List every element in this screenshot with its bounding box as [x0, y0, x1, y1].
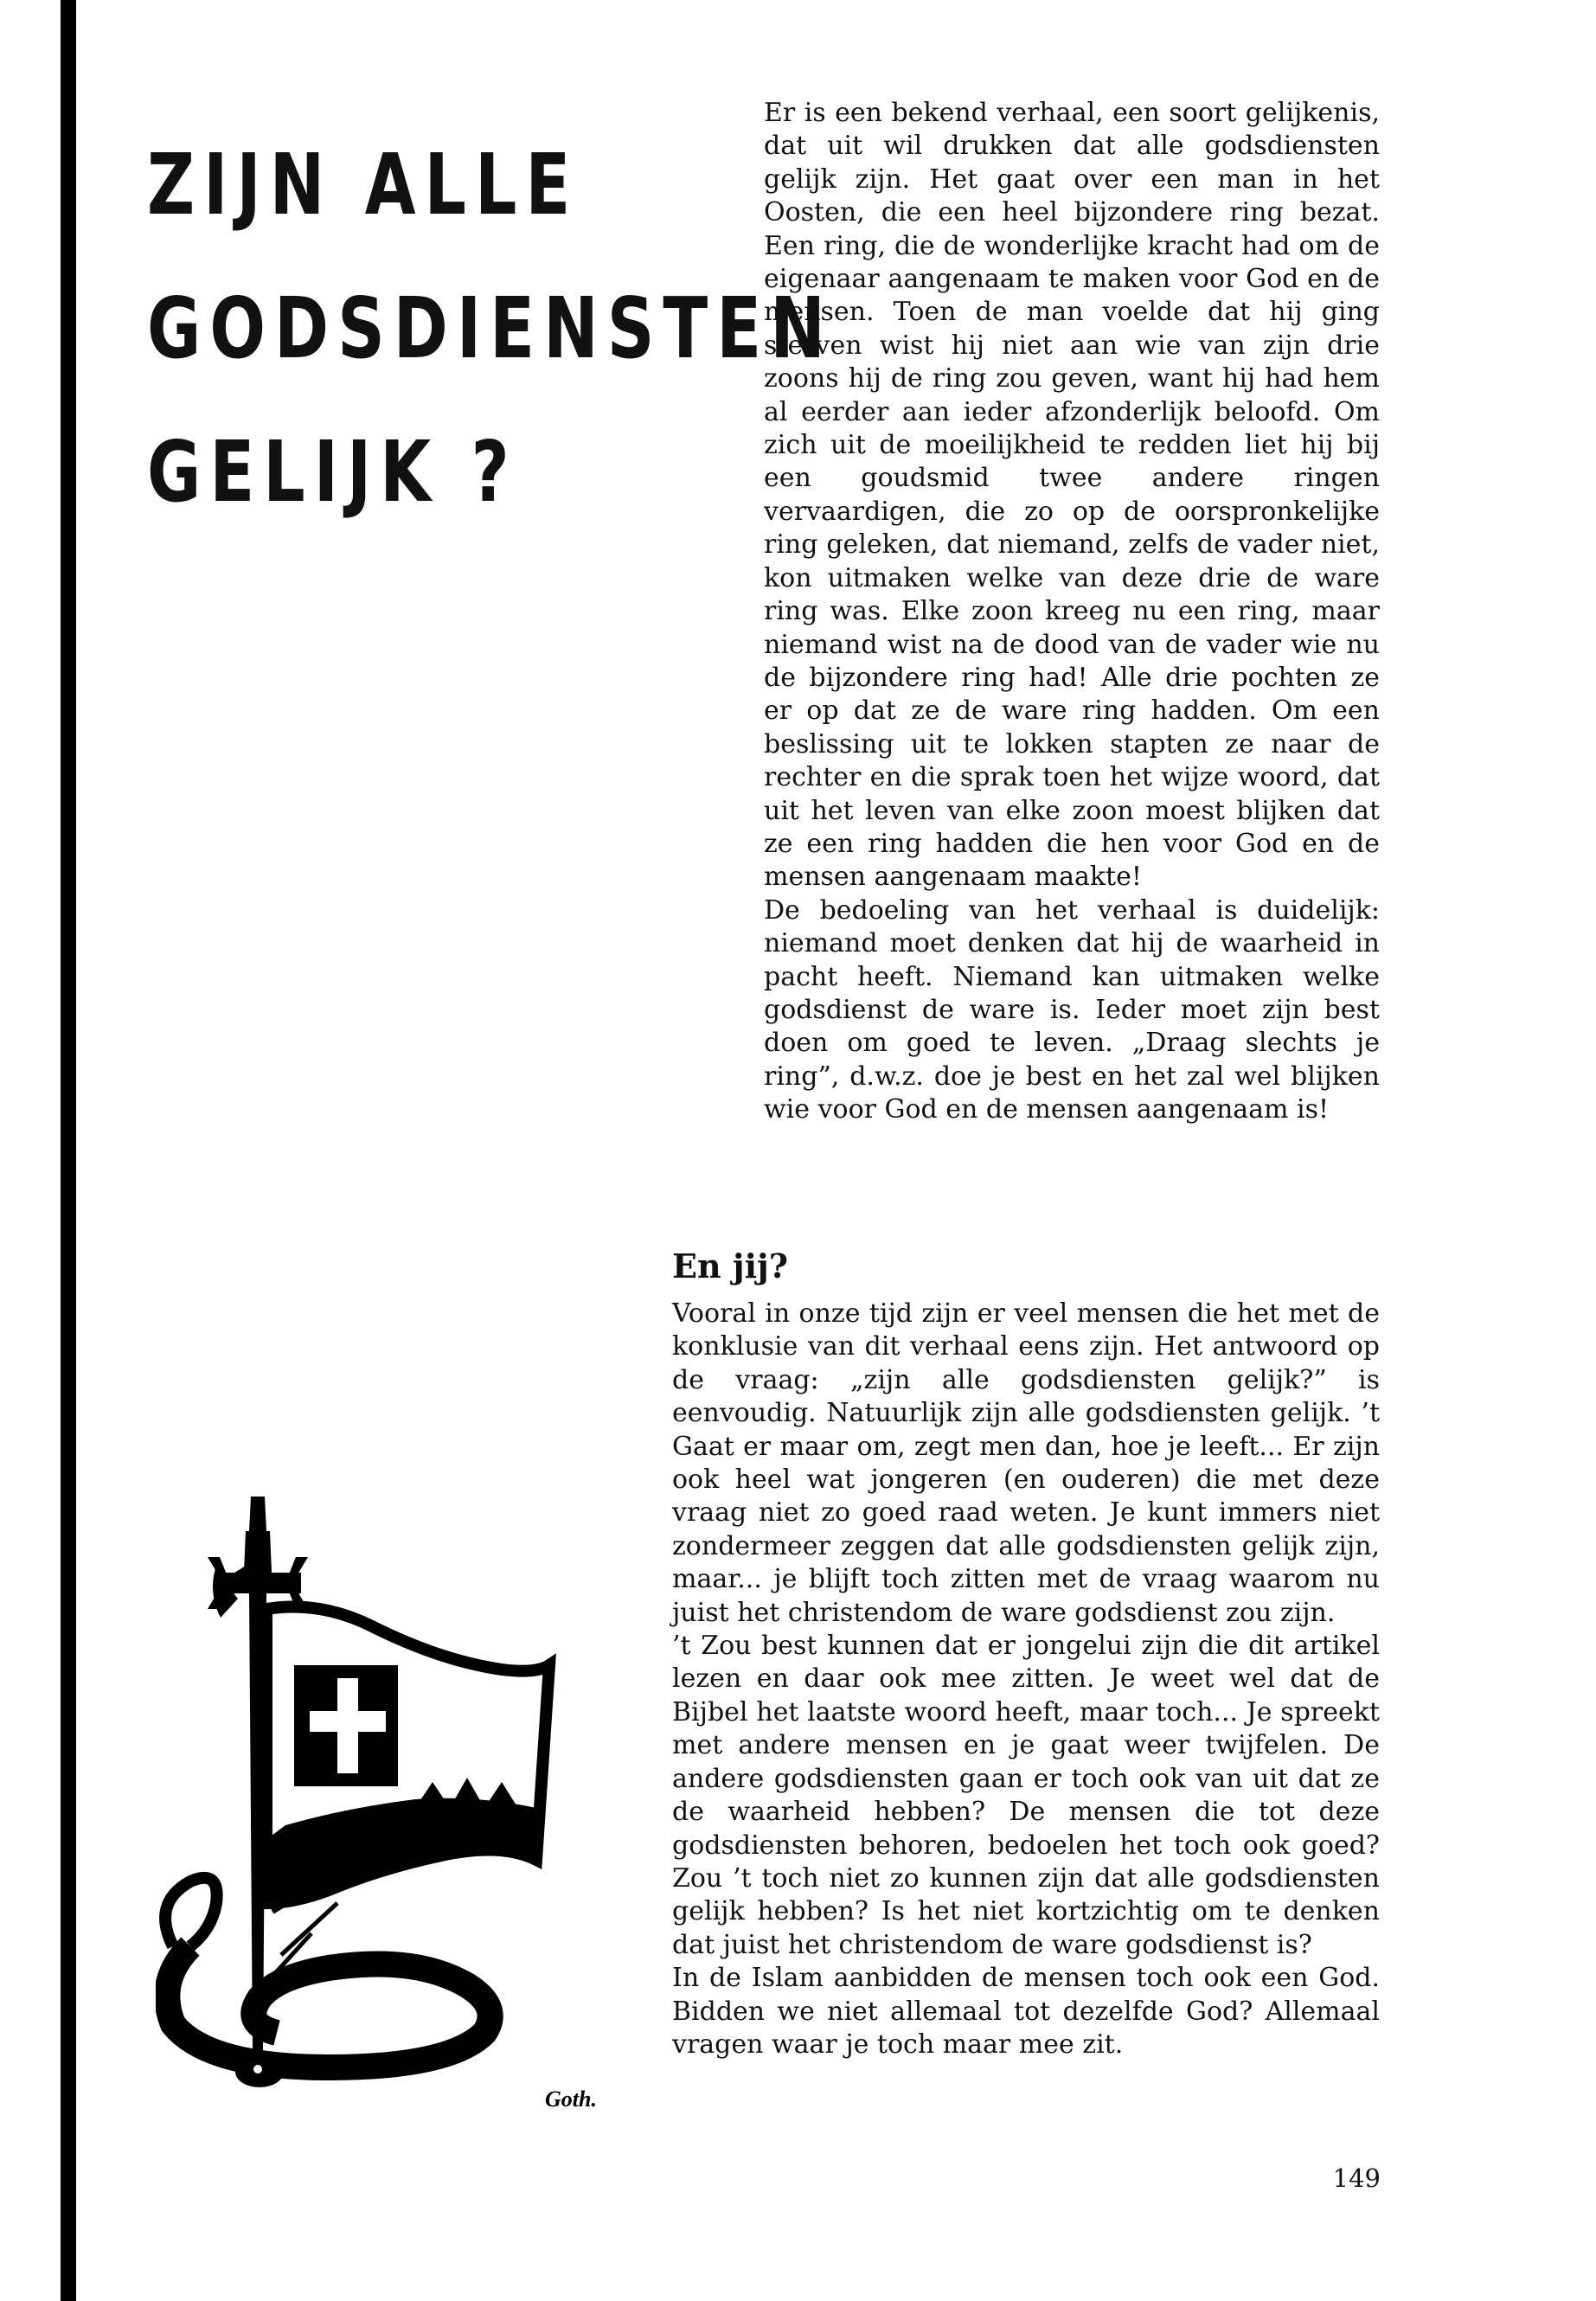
intro-paragraph-1: Er is een bekend verhaal, een soort gelijkenis, dat uit wil drukken dat alle godsdiensten gelijk zijn. Het gaat over een man in het Oosten, die een heel bijzondere ring bezat. Een ring, die de wonderlijke kracht had om de eigenaar aangenaam te maken voor God en de mensen. Toen de man voelde dat hij ging sterven wist hij niet aan wie van zijn drie zoons hij de ring zou geven, want hij had hem al eerder aan ieder afzonderlijk beloofd. Om zich uit de moeilijkheid te redden liet hij bij een goudsmid twee andere ringen vervaardigen, die zo op de oorspronkelijke ring geleken, dat niemand, zelfs de vader niet, kon uitmaken welke van deze drie de ware ring was. Elke zoon kreeg nu een ring, maar niemand wist na de dood van de vader wie nu de bijzondere ring had! Alle drie pochten ze er op dat ze de ware ring hadden. Om een beslissing uit te lokken stapten ze naar de rechter en die sprak toen het wijze woord, dat uit het leven van elke zoon moest blijken dat ze een ring hadden die hen voor God en de mensen aangenaam maakte!	[764, 98, 1380, 893]
intro-column	[764, 97, 1380, 1127]
section-paragraph-3: In de Islam aanbidden de mensen toch ook een God. Bidden we niet allemaal tot dezelfde God? Allemaal vragen waar je toch maar mee zit.	[672, 1963, 1380, 2060]
title-line-2: GODSDIENSTEN	[147, 279, 834, 377]
page-edge-bar	[61, 0, 76, 2301]
section-paragraph-2: ’t Zou best kunnen dat er jongelui zijn die dit artikel lezen en daar ook mee zitten. Je weet wel dat de Bijbel het laatste woord heeft, maar toch... Je spreekt met andere mensen en je gaat weer twijfelen. De andere godsdiensten gaan er toch ook van uit dat ze de waarheid hebben? De mensen die tot deze godsdiensten behoren, bedoelen het toch ook goed? Zou ’t toch niet zo kunnen zijn dat alle godsdiensten gelijk hebben? Is het niet kortzichtig om te denken dat juist het christendom de ware godsdienst is?	[672, 1631, 1380, 1960]
cross-banner-serpent-icon	[156, 1497, 649, 2111]
section-heading: En jij?	[672, 1247, 789, 1285]
article-title	[147, 135, 834, 574]
title-line-1: ZIJN ALLE	[147, 135, 580, 234]
section-paragraph-1: Vooral in onze tijd zijn er veel mensen die het met de konklusie van dit verhaal eens zijn. Het antwoord op de vraag: „zijn alle godsdiensten gelijk?” is eenvoudig. Natuurlijk zijn alle godsdiensten gelijk. ’t Gaat er maar om, zegt men dan, hoe je leeft... Er zijn ook heel wat jongeren (en ouderen) die met deze vraag niet zo goed raad weten. Je kunt immers niet zondermeer zeggen dat alle godsdiensten gelijk zijn, maar... je blijft toch zitten met de vraag waarom nu juist het christendom de ware godsdienst zou zijn.	[672, 1298, 1380, 1628]
section-body	[672, 1298, 1380, 2061]
intro-paragraph-2: De bedoeling van het verhaal is duidelijk: niemand moet denken dat hij de waarheid in pacht heeft. Niemand kan uitmaken welke godsdienst de ware is. Ieder moet zijn best doen om goed te leven. „Draag slechts je ring”, d.w.z. doe je best en het zal wel blijken wie voor God en de mensen aangenaam is!	[764, 894, 1380, 1125]
illustration-signature: Goth.	[545, 2086, 597, 2111]
page-number: 149	[1332, 2163, 1381, 2193]
title-line-3: GELIJK ?	[147, 422, 518, 521]
